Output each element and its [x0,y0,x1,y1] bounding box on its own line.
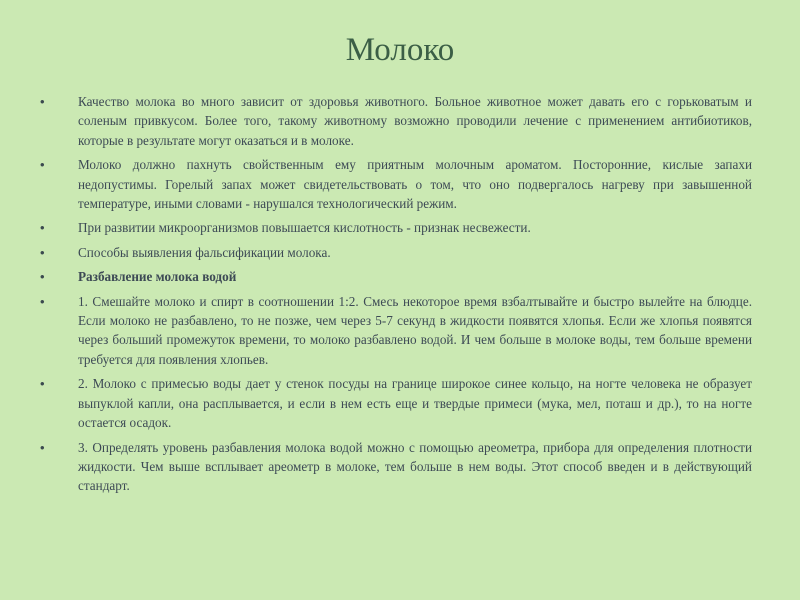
list-item-text: Качество молока во много зависит от здоровья животного. Больное животное может давать его с горьковатым и соленым привкусом. Более того, такому животному возможно проводили лечение с применением антибиотиков, которые в результате могут оказаться и в молоке. [78,94,752,148]
bullet-dot-icon: • [40,220,45,236]
list-item-text: Молоко должно пахнуть свойственным ему приятным молочным ароматом. Посторонние, кислые запахи недопустимы. Горелый запах может свидетельствовать о том, что оно подвергалось нагреву при завышенной температуре, иными словами - нарушался технологический режим. [78,157,752,212]
list-item-text: 2. Молоко с примесью воды дает у стенок посуды на границе широкое синее кольцо, на ногте человека не образует выпуклой капли, она расплывается, и если в нем есть еще и твердые примеси (мука, мел, поташ и др.), то на ногте остается осадок. [78,376,752,431]
bullet-list [40,92,752,501]
list-item [40,374,752,432]
list-item [40,438,752,496]
bullet-dot-icon: • [40,439,45,455]
list-item [40,155,752,213]
list-item-text: 3. Определять уровень разбавления молока водой можно с помощью ареометра, прибора для определения плотности жидкости. Чем выше всплывает ареометр в молоке, тем больше в нем воды. Этот способ введен и в действующий стандарт. [78,439,752,494]
list-item [40,243,752,262]
list-item [40,92,752,150]
list-item [40,218,752,237]
bullet-dot-icon: • [40,157,45,173]
bullet-dot-icon: • [40,244,45,260]
bullet-dot-icon: • [40,269,45,285]
list-item [40,292,752,370]
page-title: Молоко [345,32,455,68]
bullet-dot-icon: • [40,293,45,309]
bullet-dot-icon: • [40,94,45,109]
bullet-dot-icon: • [40,376,45,392]
section-heading: Разбавление молока водой [78,269,237,285]
list-item [40,267,752,286]
list-item-text: 1. Смешайте молоко и спирт в соотношении 1:2. Смесь некоторое время взбалтывайте и быстро вылейте на блюдце. Если молоко не разбавлено, то не позже, чем через 5-7 секунд в жидкости появятся хлопья. Если же хлопья появятся через больший промежуток времени, то молоко разбавлено водой. И чем больше в молоке воды, тем больше времени требуется для появления хлопьев. [78,293,752,367]
list-item-text: При развитии микроорганизмов повышается кислотность - признак несвежести. [78,220,531,236]
list-item-text: Способы выявления фальсификации молока. [78,244,331,260]
